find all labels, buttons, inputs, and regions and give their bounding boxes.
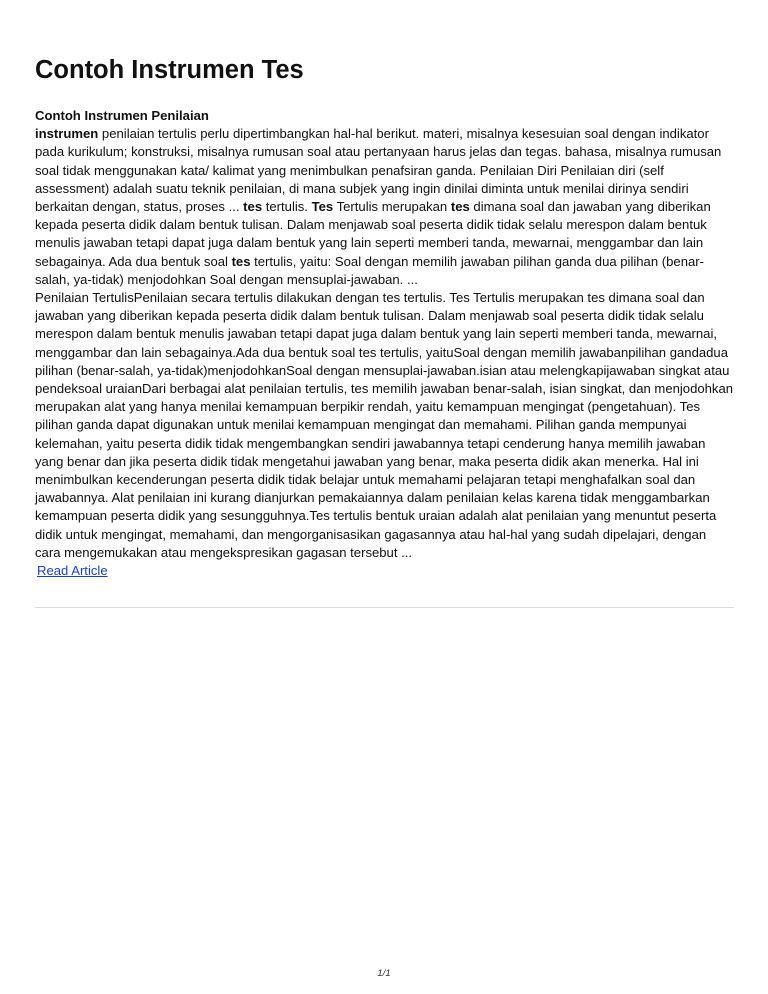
article-excerpt-paragraph: [35, 125, 734, 289]
page-number: 1/1: [377, 968, 391, 979]
article-body: [35, 107, 734, 580]
article-subheading: Contoh Instrumen Penilaian: [35, 108, 209, 123]
excerpt-text: tertulis, yaitu: Soal dengan memilih jawaban pilihan ganda dua pilihan (benar-salah, ya-tidak) menjodohkan Soal dengan mensuplai-jawaban. ...: [35, 253, 704, 287]
excerpt-text: tertulis.: [262, 199, 312, 215]
keyword-highlight: tes: [231, 253, 251, 269]
keyword-highlight: tes: [243, 199, 263, 215]
excerpt-text: Tertulis merupakan: [333, 199, 451, 215]
excerpt-text: penilaian tertulis perlu dipertimbangkan hal-hal berikut. materi, misalnya kesesuian soal dengan indikator pada kurikulum; konstruksi, misalnya rumusan soal atau pertanyaan harus jelas dan tegas. bahasa, misalnya rumusan soal tidak menggunakan kata/ kalimat yang menimbulkan penafsiran ganda. Penilaian Diri Penilaian diri (self assessment) adalah suatu teknik penilaian, di mana subjek yang ingin dinilai diminta untuk menilai dirinya sendiri berkaitan dengan, status, proses ...: [35, 126, 722, 215]
excerpt-text: dimana soal dan jawaban yang diberikan kepada peserta didik dalam bentuk tulisan. Dalam menjawab soal peserta didik tidak selalu merespon dalam bentuk menulis jawaban tetapi dapat juga dalam bentuk yang lain seperti memberi tanda, mewarnai, menggambar dan lain sebagainya. Ada dua bentuk soal: [35, 199, 711, 269]
article-full-paragraph: Penilaian TertulisPenilaian secara tertulis dilakukan dengan tes tertulis. Tes Tertulis merupakan tes dimana soal dan jawaban yang diberikan kepada peserta didik dalam bentuk tulisan. Dalam menjawab soal peserta didik tidak selalu merespon dalam bentuk menulis jawaban tetapi dapat juga dalam bentuk yang lain seperti memberi tanda, mewarnai, menggambar dan lain sebagainya.Ada dua bentuk soal tes tertulis, yaituSoal dengan memilih jawabanpilihan gandadua pilihan (benar-salah, ya-tidak)menjodohkanSoal dengan mensuplai-jawaban.isian atau melengkapijawaban singkat atau pendeksoal uraianDari berbagai alat penilaian tertulis, tes memilih jawaban benar-salah, isian singkat, dan menjodohkan merupakan alat yang hanya menilai kemampuan berpikir rendah, yaitu kemampuan mengingat (pengetahuan). Tes pilihan ganda dapat digunakan untuk menilai kemampuan mengingat dan memahami. Pilihan ganda mempunyai kelemahan, yaitu peserta didik tidak mengembangkan sendiri jawabannya tetapi cenderung hanya memilih jawaban yang benar dan jika peserta didik tidak mengetahui jawaban yang benar, maka peserta didik akan menerka. Hal ini menimbulkan kecenderungan peserta didik tidak belajar untuk memahami pelajaran tetapi menghafalkan soal dan jawabannya. Alat penilaian ini kurang dianjurkan pemakaiannya dalam penilaian kelas karena tidak menggambarkan kemampuan peserta didik yang sesungguhnya.Tes tertulis bentuk uraian adalah alat penilaian yang menuntut peserta didik untuk mengingat, memahami, dan mengorganisasikan gagasannya atau hal-hal yang sudah dipelajari, dengan cara mengemukakan atau mengekspresikan gagasan tersebut ...: [35, 290, 734, 560]
keyword-highlight: instrumen: [35, 126, 99, 142]
section-divider: [35, 607, 734, 608]
read-article-link[interactable]: Read Article: [37, 563, 108, 579]
keyword-highlight: tes: [450, 199, 470, 215]
page-title: Contoh Instrumen Tes: [35, 56, 304, 84]
keyword-highlight: Tes: [311, 199, 334, 215]
